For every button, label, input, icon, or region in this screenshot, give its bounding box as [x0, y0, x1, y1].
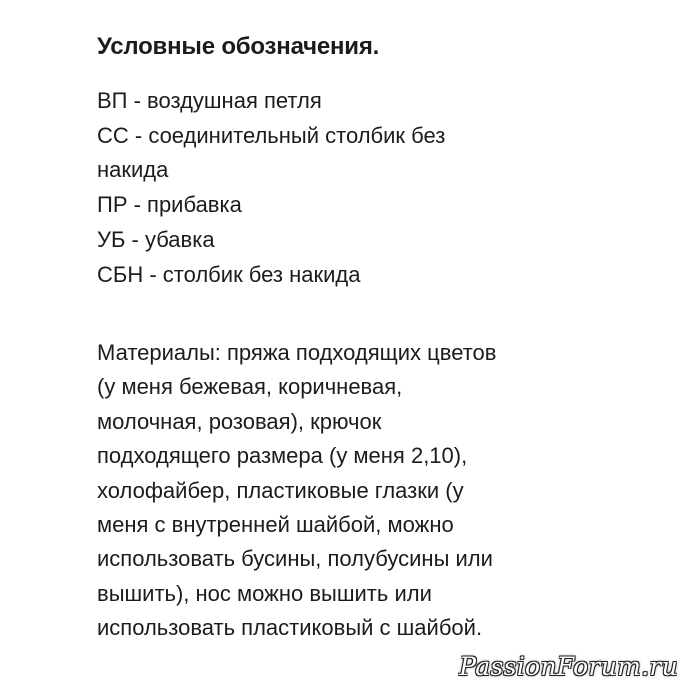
legend-item: ВП - воздушная петля: [97, 88, 322, 113]
materials-line: использовать бусины, полубусины или: [97, 546, 493, 572]
legend-item: СС - соединительный столбик без: [97, 122, 446, 148]
legend-list: [97, 84, 617, 292]
materials-paragraph: [97, 336, 617, 646]
materials-line: Материалы: пряжа подходящих цветов: [97, 340, 497, 365]
materials-line: вышить), нос можно вышить или: [97, 580, 432, 606]
materials-line: подходящего размера (у меня 2,10),: [97, 443, 468, 469]
materials-line: меня с внутренней шайбой, можно: [97, 512, 454, 538]
materials-line: (у меня бежевая, коричневая,: [97, 374, 403, 400]
legend-item: СБН - столбик без накида: [97, 261, 361, 287]
legend-item: УБ - убавка: [97, 226, 215, 252]
legend-item: накида: [97, 157, 169, 183]
page-title: Условные обозначения.: [97, 33, 380, 60]
materials-line: молочная, розовая), крючок: [97, 408, 382, 434]
materials-line: холофайбер, пластиковые глазки (у: [97, 477, 464, 503]
materials-line: использовать пластиковый с шайбой.: [97, 615, 483, 641]
watermark: PassionForum.ru: [459, 652, 678, 681]
legend-item: ПР - прибавка: [97, 192, 242, 218]
